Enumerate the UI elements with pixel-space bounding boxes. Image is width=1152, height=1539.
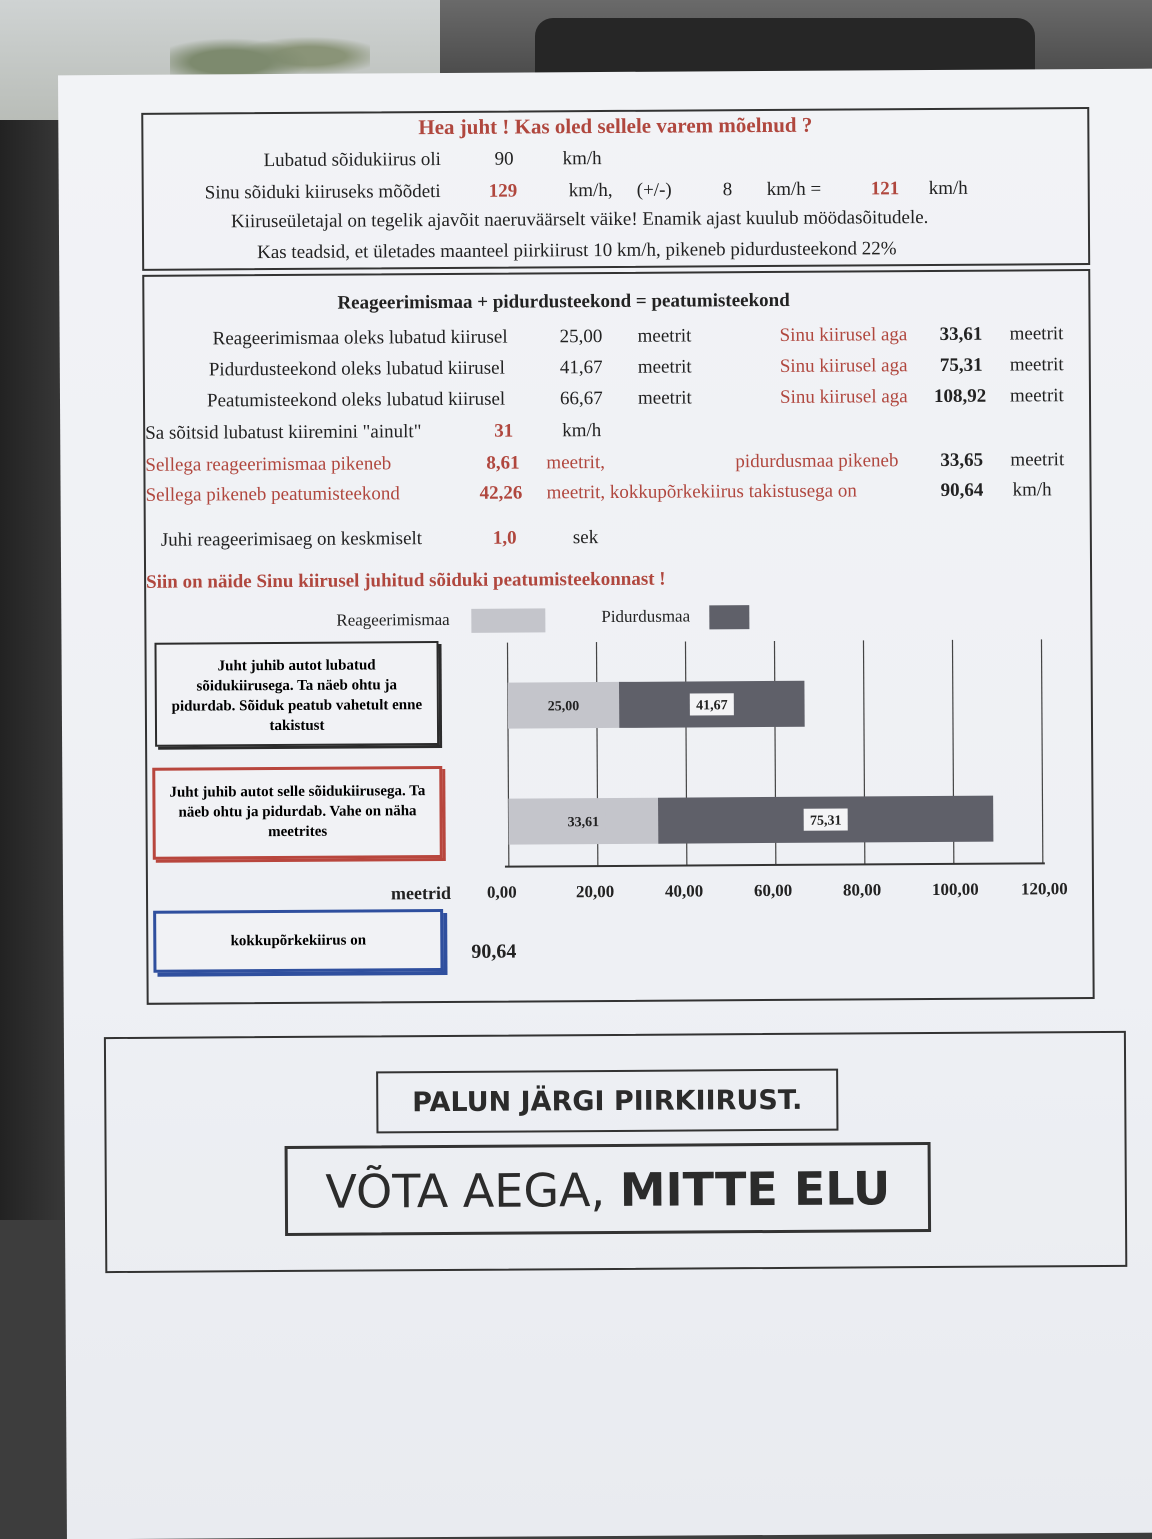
allowed-speed-value: 90 bbox=[494, 148, 514, 170]
measured-speed-unit: km/h, bbox=[568, 179, 613, 202]
row-yours-stopping: 108,92 bbox=[933, 385, 987, 407]
slogan-box-1 bbox=[376, 1069, 838, 1134]
stop-increase-label: Sellega pikeneb peatumisteekond bbox=[145, 483, 400, 506]
stop-increase-unit: meetrit, kokkupõrkekiirus takistusega on bbox=[546, 480, 857, 504]
over-limit-unit: km/h bbox=[562, 420, 602, 442]
reaction-increase-label: Sellega reageerimismaa pikeneb bbox=[145, 453, 392, 476]
result-speed-unit: km/h bbox=[928, 177, 968, 200]
grid-line bbox=[1041, 639, 1042, 863]
row-yours-label-stopping: Sinu kiirusel aga bbox=[779, 386, 908, 408]
data-label: 25,00 bbox=[547, 699, 580, 715]
tolerance-unit: km/h = bbox=[766, 178, 822, 201]
slogan-line-1: PALUN JÄRGI PIIRKIIRUST. bbox=[412, 1084, 803, 1119]
row-unit-reaction: meetrit bbox=[637, 325, 692, 347]
category-box-allowed bbox=[154, 641, 439, 747]
braking-increase-unit: meetrit bbox=[1010, 449, 1065, 471]
header-note-1: Kiiruseületajal on tegelik ajavõit naeruväärselt väike! Enamik ajast kuulub möödasõitudele. bbox=[230, 207, 929, 233]
measured-speed-value: 129 bbox=[488, 180, 518, 202]
legend-label-reaction: Reageerimismaa bbox=[336, 609, 450, 630]
x-tick-label: 40,00 bbox=[664, 881, 704, 901]
x-axis-title: meetrid bbox=[390, 882, 452, 904]
paper-sheet bbox=[58, 69, 1152, 1539]
row-yours-label-braking: Sinu kiirusel aga bbox=[779, 355, 908, 377]
example-title: Siin on näide Sinu kiirusel juhitud sõiduki peatumisteekonnast ! bbox=[146, 568, 666, 593]
allowed-speed-label: Lubatud sõidukiirus oli bbox=[263, 149, 441, 172]
row-yours-braking: 75,31 bbox=[939, 354, 983, 376]
braking-increase-value: 33,65 bbox=[940, 449, 984, 471]
reaction-increase-value: 8,61 bbox=[486, 452, 520, 474]
grid-line bbox=[507, 643, 508, 867]
data-label: 41,67 bbox=[696, 698, 728, 714]
over-limit-label: Sa sõitsid lubatust kiiremini "ainult" bbox=[145, 421, 422, 444]
measured-speed-label: Sinu sõiduki kiiruseks mõõdeti bbox=[204, 181, 441, 204]
x-axis-line bbox=[505, 863, 1045, 866]
legend-swatch-reaction bbox=[471, 608, 545, 632]
x-tick-label: 100,00 bbox=[931, 879, 979, 900]
tolerance-value: 8 bbox=[722, 179, 733, 201]
impact-box bbox=[153, 909, 443, 973]
row-allowed-stopping: 66,67 bbox=[559, 388, 603, 410]
category-text-allowed: Juht juhib autot lubatud sõidukiirusega. Ta näeb ohtu ja pidurdab. Sõiduk peatub vahetult enne takistust bbox=[171, 657, 423, 735]
category-text-actual: Juht juhib autot selle sõidukiirusega. Ta näeb ohtu ja pidurdab. Vahe on näha meetrites bbox=[169, 783, 426, 841]
x-tick-label: 120,00 bbox=[1020, 879, 1068, 899]
x-tick-label: 60,00 bbox=[753, 880, 793, 901]
x-tick-label: 80,00 bbox=[842, 880, 882, 900]
impact-box-value: 90,64 bbox=[471, 940, 517, 963]
category-box-actual bbox=[152, 766, 443, 860]
stop-increase-value: 42,26 bbox=[479, 482, 523, 504]
x-tick-label: 0,00 bbox=[486, 882, 517, 902]
row-yours-unit-stopping: meetrit bbox=[1009, 385, 1064, 407]
over-limit-value: 31 bbox=[494, 420, 514, 442]
impact-speed-unit: km/h bbox=[1012, 479, 1052, 501]
row-allowed-reaction: 25,00 bbox=[559, 326, 603, 348]
reaction-time-value: 1,0 bbox=[492, 527, 517, 549]
row-yours-label-reaction: Sinu kiirusel aga bbox=[779, 324, 908, 346]
row-yours-unit-reaction: meetrit bbox=[1009, 323, 1064, 345]
slogan-line-2 bbox=[288, 1161, 928, 1219]
slogan-line-2-bold: MITTE ELU bbox=[619, 1161, 891, 1217]
trees bbox=[170, 20, 370, 80]
data-label: 75,31 bbox=[809, 813, 842, 829]
chart-bars bbox=[508, 680, 994, 845]
stopping-distance-chart bbox=[503, 631, 1065, 884]
row-yours-unit-braking: meetrit bbox=[1009, 354, 1064, 376]
row-unit-stopping: meetrit bbox=[637, 387, 692, 409]
impact-speed-value: 90,64 bbox=[940, 479, 984, 501]
x-tick-label: 20,00 bbox=[575, 881, 615, 902]
reaction-time-label: Juhi reageerimisaeg on keskmiselt bbox=[160, 528, 423, 551]
row-yours-reaction: 33,61 bbox=[939, 323, 983, 345]
result-speed-value: 121 bbox=[870, 178, 900, 200]
tolerance-label: (+/-) bbox=[636, 179, 672, 201]
impact-box-label: kokkupõrkekiirus on bbox=[230, 932, 367, 950]
data-label: 33,61 bbox=[567, 815, 600, 831]
header-note-2: Kas teadsid, et ületades maanteel piirkiirust 10 km/h, pikeneb pidurdusteekond 22% bbox=[257, 238, 897, 264]
formula-title: Reageerimismaa + pidurdusteekond = peatumisteekond bbox=[337, 289, 790, 314]
legend-swatch-braking bbox=[709, 605, 749, 629]
page-title: Hea juht ! Kas oled sellele varem mõelnud ? bbox=[418, 112, 813, 140]
legend-label-braking: Pidurdusmaa bbox=[601, 606, 691, 627]
reaction-time-unit: sek bbox=[572, 527, 599, 549]
row-unit-braking: meetrit bbox=[637, 356, 692, 378]
row-label-stopping: Peatumisteekond oleks lubatud kiirusel bbox=[206, 388, 506, 412]
row-label-reaction: Reageerimismaa oleks lubatud kiirusel bbox=[212, 326, 508, 350]
slogan-box-2 bbox=[285, 1142, 932, 1236]
reaction-increase-unit: meetrit, bbox=[546, 452, 606, 474]
braking-increase-label: pidurdusmaa pikeneb bbox=[735, 450, 899, 473]
row-allowed-braking: 41,67 bbox=[559, 357, 603, 379]
allowed-speed-unit: km/h bbox=[562, 148, 602, 170]
row-label-braking: Pidurdusteekond oleks lubatud kiirusel bbox=[208, 357, 505, 381]
slogan-line-2-light: VÕTA AEGA, bbox=[325, 1162, 620, 1219]
